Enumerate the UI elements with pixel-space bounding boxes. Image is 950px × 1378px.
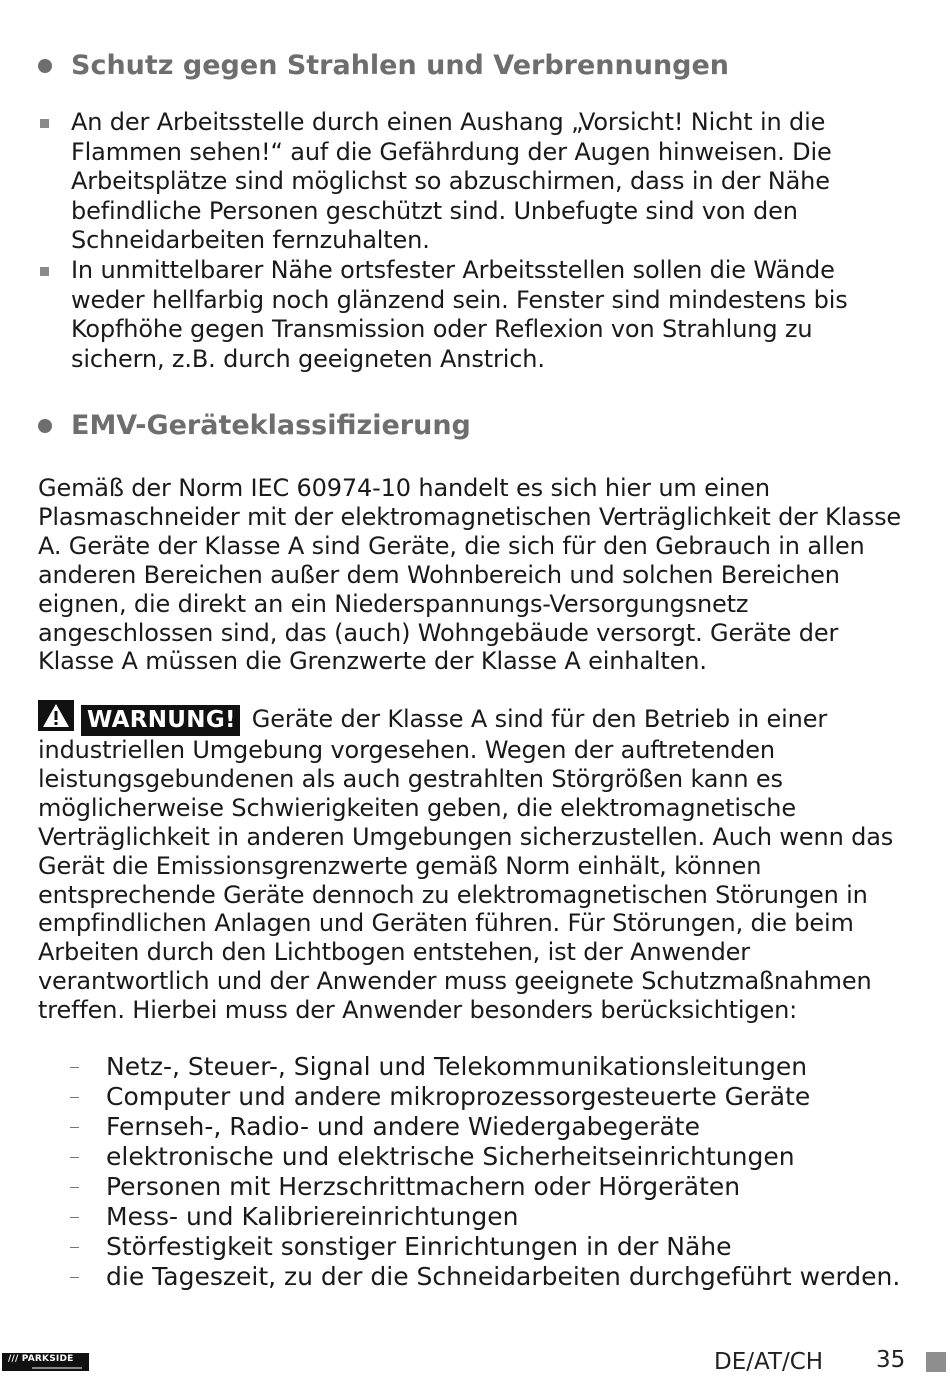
page-number: 35 xyxy=(876,1347,906,1373)
list-item xyxy=(70,1082,930,1112)
dash-bullet-icon xyxy=(70,1157,79,1158)
list-item xyxy=(70,1052,930,1082)
list-item-text: Fernseh-, Radio- und andere Wiedergabegeräte xyxy=(106,1112,700,1141)
list-item xyxy=(38,256,898,374)
list-item xyxy=(38,108,898,256)
list-item-text: In unmittelbarer Nähe ortsfester Arbeitsstellen sollen die Wände weder hellfarbig noch glänzend sein. Fenster sind mindestens bis Kopfhöhe gegen Transmission oder Reflexion von Strahlung zu sichern, z.B. durch geeigneten Anstrich. xyxy=(71,255,848,373)
list-item xyxy=(70,1202,930,1232)
list-item-text: Personen mit Herzschrittmachern oder Hörgeräten xyxy=(106,1172,741,1201)
warning-text: Geräte der Klasse A sind für den Betrieb in einer industriellen Umgebung vorgesehen. Wegen der auftretenden leistungsgebundenen als auch gestrahlten Störgrößen kann es möglicherweise Schwierigkeiten geben, die elektromagnetische Verträglichkeit in anderen Umgebungen sicherzustellen. Auch wenn das Gerät die Emissionsgrenzwerte gemäß Norm einhält, können entsprechende Geräte dennoch zu elektromagnetischen Störungen in empfindlichen Anlagen und Geräten führen. Für Störungen, die beim Arbeiten durch den Lichtbogen entstehen, ist der Anwender verantwortlich und der Anwender muss geeignete Schutzmaßnahmen treffen. Hierbei muss der Anwender besonders berücksichtigen: xyxy=(38,705,894,1025)
dash-bullet-icon xyxy=(70,1097,79,1098)
warning-label: WARNUNG! xyxy=(81,705,240,736)
dash-bullet-icon xyxy=(70,1217,79,1218)
footer-region: DE/AT/CH xyxy=(714,1349,824,1375)
bullet-dot-icon xyxy=(38,419,52,433)
section-heading-emv xyxy=(38,410,471,441)
list-item-text: die Tageszeit, zu der die Schneidarbeiten durchgeführt werden. xyxy=(106,1262,901,1291)
square-bullet-icon xyxy=(40,119,49,128)
bullet-dot-icon xyxy=(38,59,52,73)
parkside-logo xyxy=(2,1353,89,1371)
dash-bullet-icon xyxy=(70,1187,79,1188)
section-heading-radiation xyxy=(38,50,729,81)
emv-paragraph: Gemäß der Norm IEC 60974-10 handelt es sich hier um einen Plasmaschneider mit der elektromagnetischen Verträglichkeit der Klasse A. Geräte der Klasse A sind Geräte, die sich für den Gebrauch in allen anderen Bereichen außer dem Wohnbereich und solchen Bereichen eignen, die direkt an ein Niederspannungs-Versorgungsnetz angeschlossen sind, das (auch) Wohngebäude versorgt. Geräte der Klasse A müssen die Grenzwerte der Klasse A einhalten. xyxy=(38,474,902,676)
list-item-text: Computer und andere mikroprozessorgesteuerte Geräte xyxy=(106,1082,811,1111)
warning-triangle-icon xyxy=(38,700,74,731)
dash-bullet-icon xyxy=(70,1067,79,1068)
list-item xyxy=(70,1232,930,1262)
dash-bullet-icon xyxy=(70,1247,79,1248)
considerations-list xyxy=(70,1052,930,1292)
list-item xyxy=(70,1172,930,1202)
list-item-text: An der Arbeitsstelle durch einen Aushang „Vorsicht! Nicht in die Flammen sehen!“ auf die Gefährdung der Augen hinweisen. Die Arbeitsplätze sind möglichst so abzuschirmen, dass in der Nähe befindliche Personen geschützt sind. Unbefugte sind von den Schneidarbeiten fernzuhalten. xyxy=(71,108,832,255)
list-item xyxy=(70,1262,930,1292)
list-item-text: elektronische und elektrische Sicherheitseinrichtungen xyxy=(106,1142,795,1171)
list-item-text: Mess- und Kalibriereinrichtungen xyxy=(106,1202,519,1231)
warning-block xyxy=(38,700,908,1025)
dash-bullet-icon xyxy=(70,1277,79,1278)
list-item xyxy=(70,1142,930,1172)
page-marker xyxy=(926,1352,946,1372)
logo-strip xyxy=(32,1367,82,1369)
brand-text: /// PARKSIDE xyxy=(8,1354,74,1364)
radiation-bullet-list xyxy=(38,108,898,374)
list-item-text: Störfestigkeit sonstiger Einrichtungen in der Nähe xyxy=(106,1232,732,1261)
list-item xyxy=(70,1112,930,1142)
section-heading-text: Schutz gegen Strahlen und Verbrennungen xyxy=(71,50,730,81)
dash-bullet-icon xyxy=(70,1127,79,1128)
section-heading-text: EMV-Geräteklassifizierung xyxy=(71,410,471,441)
square-bullet-icon xyxy=(40,267,49,276)
list-item-text: Netz-, Steuer-, Signal und Telekommunikationsleitungen xyxy=(106,1052,808,1081)
